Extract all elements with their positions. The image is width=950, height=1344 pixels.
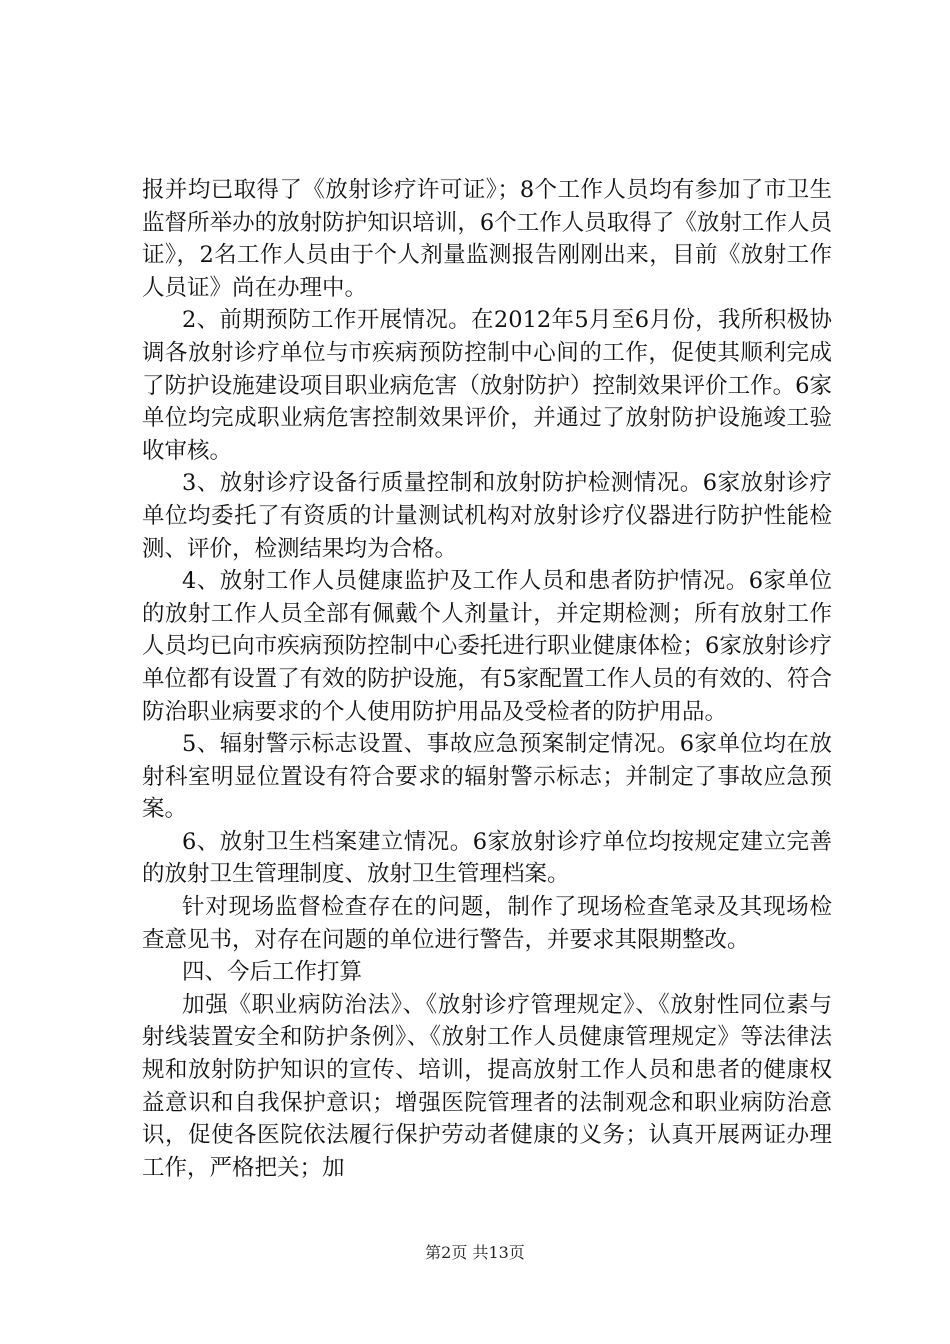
page-number-footer: 第2页 共13页 <box>425 1243 525 1262</box>
paragraph-continuation: 报并均已取得了《放射诊疗许可证》；8个工作人员均有参加了市卫生监督所举办的放射防护知识培训，6个工作人员取得了《放射工作人员证》，2名工作人员由于个人剂量监测报告刚刚出来，目前《放射工作人员证》尚在办理中。 <box>142 177 832 301</box>
paragraph-item-6: 6、放射卫生档案建立情况。6家放射诊疗单位均按规定建立完善的放射卫生管理制度、放射卫生管理档案。 <box>142 828 832 888</box>
paragraph-item-3: 3、放射诊疗设备行质量控制和放射防护检测情况。6家放射诊疗单位均委托了有资质的计量测试机构对放射诊疗仪器进行防护性能检测、评价，检测结果均为合格。 <box>142 470 832 562</box>
document-body <box>142 174 832 1184</box>
section-heading-future-plans: 四、今后工作打算 <box>182 959 363 986</box>
paragraph-rectification: 针对现场监督检查存在的问题，制作了现场检查笔录及其现场检查意见书，对存在问题的单位进行警告，并要求其限期整改。 <box>142 894 832 953</box>
paragraph-future-plans: 加强《职业病防治法》、《放射诊疗管理规定》、《放射性同位素与射线装置安全和防护条例》、《放射工作人员健康管理规定》等法律法规和放射防护知识的宣传、培训，提高放射工作人员和患者的健康权益意识和自我保护意识；增强医院管理者的法制观念和职业病防治意识，促使各医院依法履行保护劳动者健康的义务；认真开展两证办理工作，严格把关；加 <box>142 991 832 1181</box>
paragraph-item-4: 4、放射工作人员健康监护及工作人员和患者防护情况。6家单位的放射工作人员全部有佩戴个人剂量计，并定期检测；所有放射工作人员均已向市疾病预防控制中心委托进行职业健康体检；6家放射诊疗单位都有设置了有效的防护设施，有5家配置工作人员的有效的、符合防治职业病要求的个人使用防护用品及受检者的防护用品。 <box>142 568 832 725</box>
paragraph-item-5: 5、辐射警示标志设置、事故应急预案制定情况。6家单位均在放射科室明显位置设有符合要求的辐射警示标志；并制定了事故应急预案。 <box>142 731 832 823</box>
paragraph-item-2: 2、前期预防工作开展情况。在2012年5月至6月份，我所积极协调各放射诊疗单位与市疾病预防控制中心间的工作，促使其顺利完成了防护设施建设项目职业病危害（放射防护）控制效果评价工作。6家单位均完成职业病危害控制效果评价，并通过了放射防护设施竣工验收审核。 <box>142 307 832 464</box>
